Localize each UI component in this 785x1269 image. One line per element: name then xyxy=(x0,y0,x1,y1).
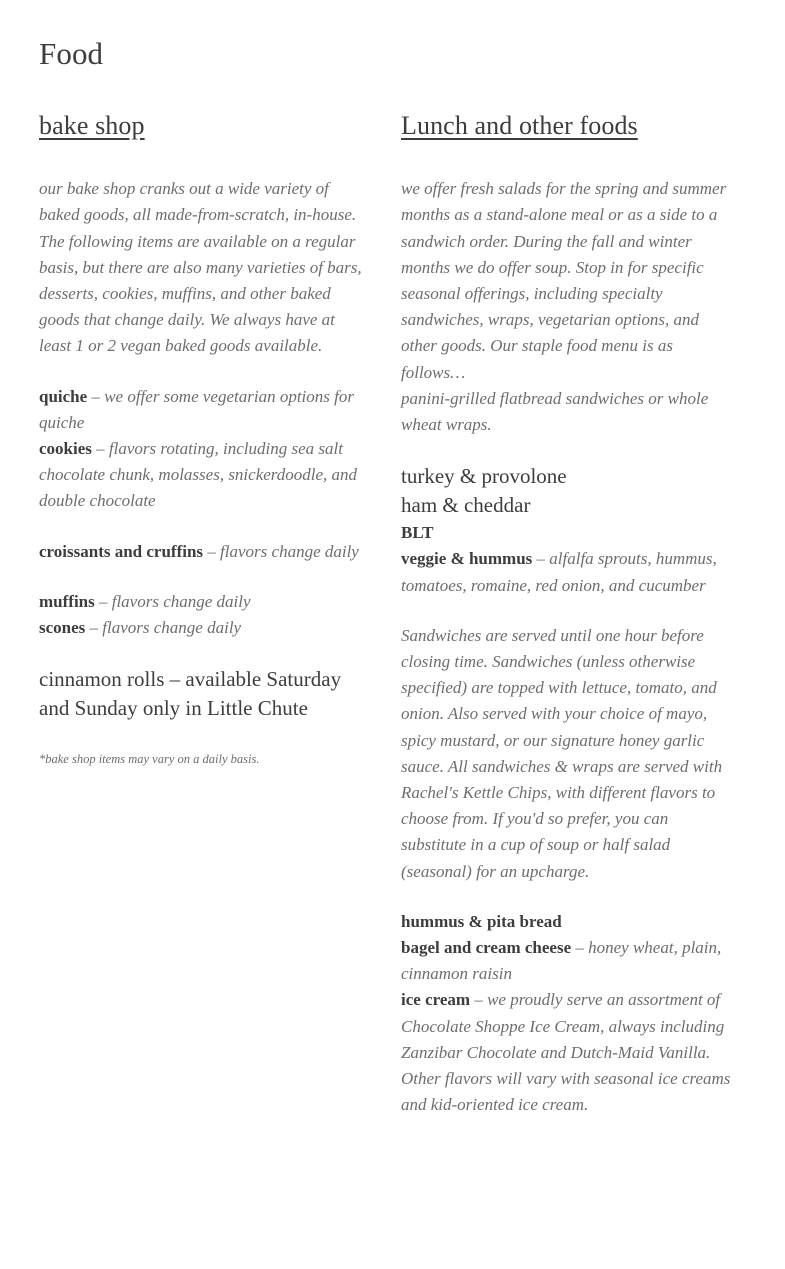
menu-item-name: BLT xyxy=(401,523,434,543)
menu-item-description: alfalfa sprouts, hummus, tomatoes, romaine, red onion, and cucumber xyxy=(401,549,717,595)
menu-item-blt xyxy=(401,520,737,546)
other-items-list xyxy=(401,909,737,1119)
menu-item-name: quiche xyxy=(39,386,88,406)
menu-item-muffins xyxy=(39,589,362,615)
menu-item-description: honey wheat, plain, cinnamon raisin xyxy=(401,938,722,984)
section-heading-lunch-and-other-foods: Lunch and other foods xyxy=(401,111,638,140)
menu-item-scones xyxy=(39,615,362,641)
section-heading-bake-shop: bake shop xyxy=(39,111,145,140)
bake-shop-item-group-4 xyxy=(39,665,362,723)
sandwich-service-note: Sandwiches are served until one hour before closing time. Sandwiches (unless otherwise specified) are topped with lettuce, tomato, and onion. Also served with your choice of mayo, spicy mustard, or our signature honey garlic sauce. All sandwiches & wraps are served with Rachel's Kettle Chips, with different flavors to choose from. If you'd so prefer, you can substitute in a cup of soup or half salad (seasonal) for an upcharge. xyxy=(401,625,723,881)
menu-item-name: croissants and cruffins xyxy=(39,541,204,561)
menu-item-cinnamon-rolls: cinnamon rolls – available Saturday and Sunday only in Little Chute xyxy=(39,667,342,721)
bake-shop-footnote: *bake shop items may vary on a daily basis. xyxy=(39,752,260,767)
menu-item-veggie-and-hummus xyxy=(401,546,737,598)
bake-shop-item-group-3 xyxy=(39,589,362,641)
lunch-intro-paragraph: we offer fresh salads for the spring and summer months as a stand-alone meal or as a side to a sandwich order. During the fall and winter months we do offer soup. Stop in for specific seasonal offerings, including specialty sandwiches, wraps, vegetarian options, and other goods. Our staple food menu is as follows… xyxy=(401,179,727,382)
menu-item-name: scones xyxy=(39,618,86,638)
menu-item-name: veggie & hummus xyxy=(401,549,533,569)
menu-item-dash: – xyxy=(85,618,103,638)
menu-item-name: muffins xyxy=(39,591,95,611)
menu-item-description: flavors rotating, including sea salt chocolate chunk, molasses, snickerdoodle, and double chocolate xyxy=(39,439,358,511)
lunch-column xyxy=(362,110,747,1118)
menu-item-name: bagel and cream cheese xyxy=(401,938,572,958)
menu-item-description: we offer some vegetarian options for quiche xyxy=(39,386,354,432)
menu-item-description: we proudly serve an assortment of Chocolate Shoppe Ice Cream, always including Zanzibar Chocolate and Dutch-Maid Vanilla. Other flavors will vary with seasonal ice creams and kid-oriented ice cream. xyxy=(401,990,731,1115)
menu-item-description: flavors change daily xyxy=(220,541,359,561)
menu-item-ham-and-cheddar: ham & cheddar xyxy=(401,493,531,518)
menu-item-dash: – xyxy=(571,938,589,958)
menu-item-hummus-and-pita-bread xyxy=(401,909,737,935)
menu-item-cookies xyxy=(39,436,362,515)
lunch-intro-paragraph-second: panini-grilled flatbread sandwiches or whole wheat wraps. xyxy=(401,388,709,435)
menu-item-dash: – xyxy=(532,549,550,569)
menu-item-name: ice cream xyxy=(401,990,471,1010)
menu-item-croissants-and-cruffins xyxy=(39,539,362,565)
menu-item-name: cookies xyxy=(39,439,92,459)
menu-item-dash: – xyxy=(87,386,105,406)
menu-item-name: hummus & pita bread xyxy=(401,911,562,931)
menu-item-ice-cream xyxy=(401,987,737,1118)
sandwich-list xyxy=(401,462,737,599)
menu-item-dash: – xyxy=(94,591,112,611)
menu-item-turkey-and-provolone: turkey & provolone xyxy=(401,464,567,489)
bake-shop-intro-paragraph: our bake shop cranks out a wide variety of baked goods, all made-from-scratch, in-house. The following items are available on a regular basis, but there are also many varieties of bars, desserts, cookies, muffins, and other baked goods that change daily. We always have at least 1 or 2 vegan baked goods available. xyxy=(39,179,362,356)
bake-shop-item-group-2 xyxy=(39,539,362,565)
menu-columns xyxy=(0,110,785,1118)
menu-item-dash: – xyxy=(203,541,221,561)
page-title: Food xyxy=(39,35,104,71)
menu-item-description: flavors change daily xyxy=(102,618,242,638)
menu-item-quiche xyxy=(39,384,362,436)
bake-shop-column xyxy=(0,110,362,769)
bake-shop-item-group-1 xyxy=(39,384,362,515)
menu-item-description: flavors change daily xyxy=(111,591,251,611)
menu-item-dash: – xyxy=(470,990,488,1010)
menu-item-dash: – xyxy=(91,439,109,459)
menu-item-bagel-and-cream-cheese xyxy=(401,935,737,987)
